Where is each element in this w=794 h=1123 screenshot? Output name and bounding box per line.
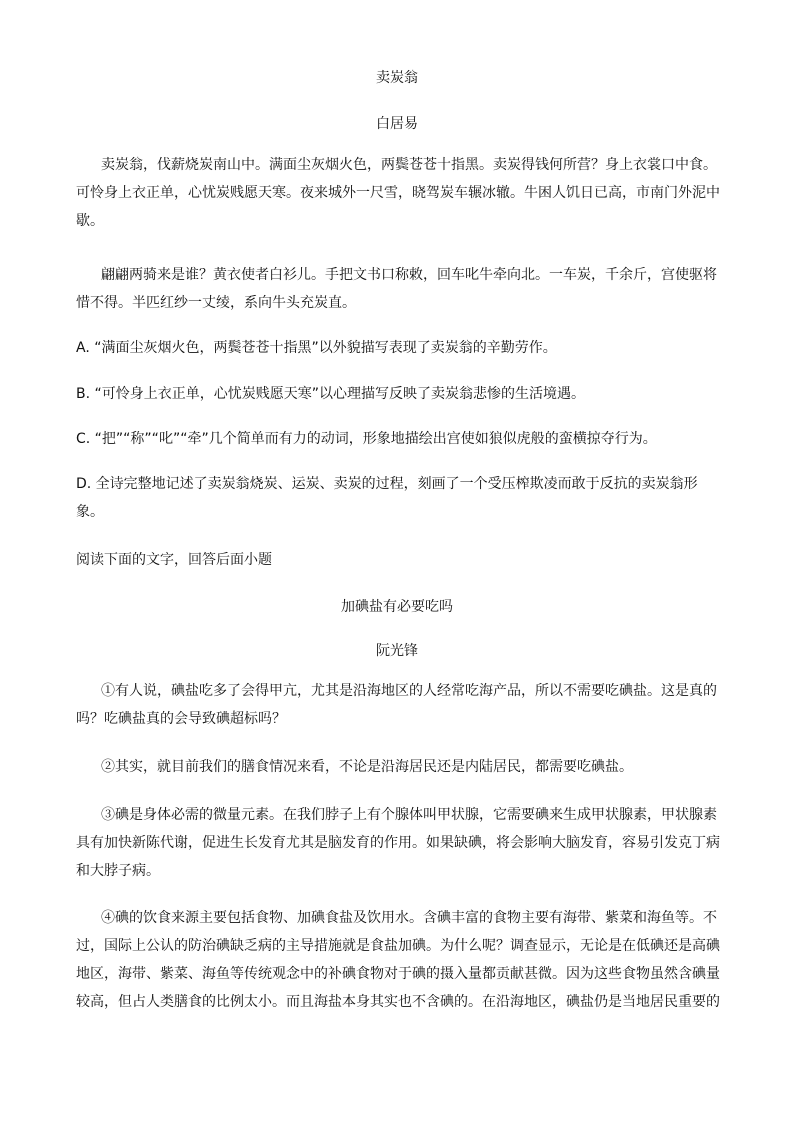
poem-paragraph: 翩翩两骑来是谁？黄衣使者白衫儿。手把文书口称敕，回车叱牛牵向北。一车炭，千余斤，宫使驱将惜不得。半匹红纱一丈绫，系向牛头充炭直。 [76,267,717,311]
reading-instruction: 阅读下面的文字，回答后面小题 [76,552,272,568]
article-author: 阮光锋 [376,643,418,659]
poem-title: 卖炭翁 [376,70,418,86]
poem-author: 白居易 [376,116,418,132]
article-paragraph: ①有人说，碘盐吃多了会得甲亢，尤其是沿海地区的人经常吃海产品，所以不需要吃碘盐。这是真的吗？吃碘盐真的会导致碘超标吗？ [76,683,717,727]
option-a: A. “满面尘灰烟火色，两鬓苍苍十指黑”以外貌描写表现了卖炭翁的辛勤劳作。 [76,340,557,356]
option-d: D. 全诗完整地记述了卖炭翁烧炭、运炭、卖炭的过程，刻画了一个受压榨欺凌而敢于反抗的卖炭翁形象。 [76,476,698,520]
article-paragraph: ②其实，就目前我们的膳食情况来看，不论是沿海居民还是内陆居民，都需要吃碘盐。 [101,759,633,775]
option-b: B. “可怜身上衣正单，心忧炭贱愿天寒”以心理描写反映了卖炭翁悲惨的生活境遇。 [76,386,586,402]
option-c: C. “把”“称”“叱”“牵”几个简单而有力的动词，形象地描绘出宫使如狼似虎般的蛮横掠夺行为。 [76,431,657,447]
article-paragraph: ③碘是身体必需的微量元素。在我们脖子上有个腺体叫甲状腺，它需要碘来生成甲状腺素，甲状腺素具有加快新陈代谢，促进生长发育尤其是脑发育的作用。如果缺碘，将会影响大脑发育，容易引发克丁病和大脖子病。 [76,807,720,879]
poem-paragraph: 卖炭翁，伐薪烧炭南山中。满面尘灰烟火色，两鬓苍苍十指黑。卖炭得钱何所营？身上衣裳口中食。可怜身上衣正单，心忧炭贱愿天寒。夜来城外一尺雪，晓驾炭车辗冰辙。牛困人饥日已高，市南门外泥中歇。 [76,157,720,229]
article-title: 加碘盐有必要吃吗 [341,599,453,615]
article-paragraph: ④碘的饮食来源主要包括食物、加碘食盐及饮用水。含碘丰富的食物主要有海带、紫菜和海鱼等。不过，国际上公认的防治碘缺乏病的主导措施就是食盐加碘。为什么呢？调查显示，无论是在低碘还是高碘地区，海带、紫菜、海鱼等传统观念中的补碘食物对于碘的摄入量都贡献甚微。因为这些食物虽然含碘量较高，但占人类膳食的比例太小。而且海盐本身其实也不含碘的。在沿海地区，碘盐仍是当地居民重要的 [76,910,720,1010]
